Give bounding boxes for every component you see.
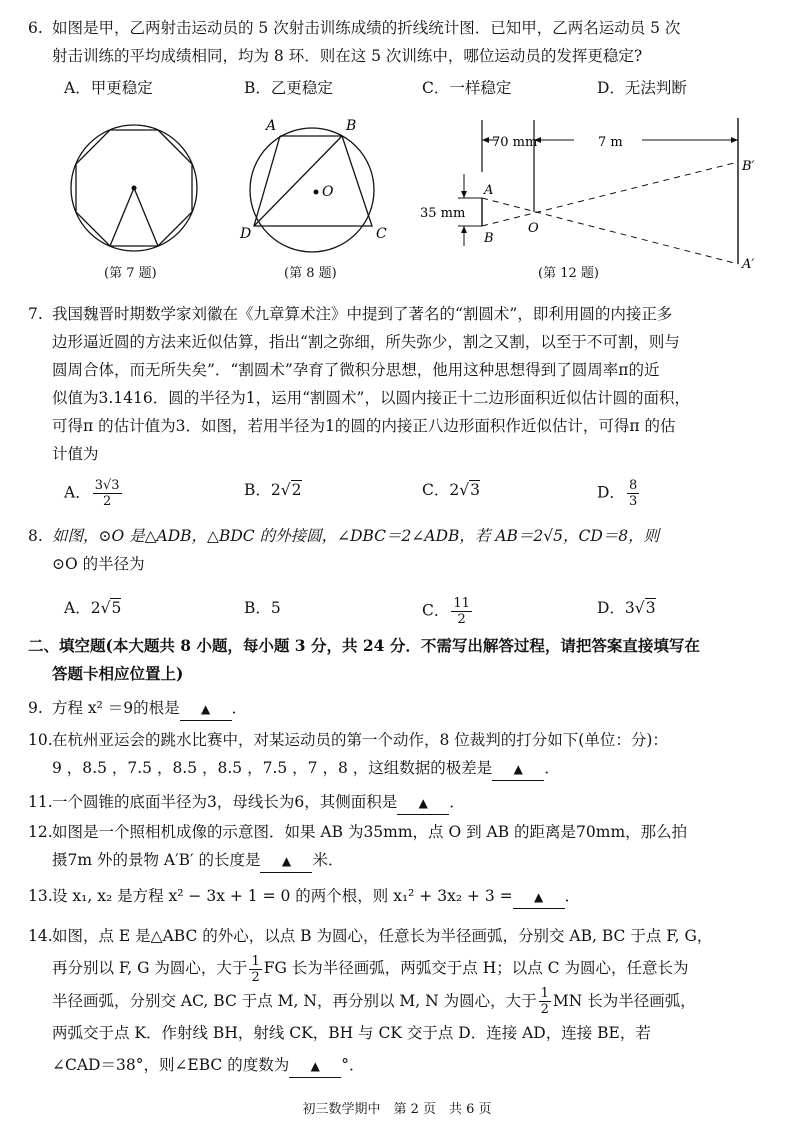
answer-blank[interactable]: ▲ — [397, 791, 449, 815]
option-c: C． $\frac{11}{2}$ — [422, 596, 470, 627]
option-b: B．5 — [244, 599, 281, 617]
page-footer: 初三数学期中 第 2 页 共 6 页 — [302, 1102, 492, 1117]
question-13: 13.设 x₁, x₂ 是方程 x² − 3x + 1 = 0 的两个根，则 x₁² + 3x₂ + 3 = ▲ ． — [28, 882, 776, 910]
question-14: 14.如图，点 E 是△ABC 的外心，以点 B 为圆心，任意长为半径画弧，分别交 AB, BC 于点 F, G， 再分别以 F, G 为圆心，大于 $\frac{1}{2}$ FG 长为半径画弧，两弧交于点 H；以点 C 为圆心，任意长为 半径画弧，分别交 AC, BC 于点 M, N，再分别以 M, N 为圆心，大于 $\frac{1}{2}$ MN 长为半径画弧， 两弧交于点 K．作射线 BH，射线 CK，BH 与 CK 交于点 D．连接 AD，连接 BE，若 ∠CAD＝38°，则∠EBC 的度数为 ▲ °． — [28, 920, 776, 1081]
option-a: A． $\frac{3√3}{2}$ — [64, 478, 120, 509]
section-title: 答题卡相应位置上) — [52, 664, 184, 683]
label-b: B — [346, 118, 357, 134]
question-11: 11.一个圆锥的底面半径为3，母线长为6，其侧面积是 ▲ ． — [28, 788, 776, 816]
figure-7-caption: (第 7 题) — [104, 266, 157, 281]
option-c: C．2√3 — [422, 481, 480, 499]
answer-blank[interactable]: ▲ — [260, 849, 312, 873]
question-text: 方程 x² ＝9的根是 — [52, 699, 180, 717]
label-b: B — [484, 231, 494, 246]
question-text: 在杭州亚运会的跳水比赛中，对某运动员的第一个动作，8 位裁判的打分如下(单位：分)： — [52, 731, 668, 749]
label-c: C — [376, 226, 387, 242]
question-12: 12.如图是一个照相机成像的示意图．如果 AB 为35mm，点 O 到 AB 的距离是70mm，那么拍 摄7m 外的景物 A′B′ 的长度是 ▲ 米． — [28, 818, 776, 874]
label-d: D — [240, 226, 252, 242]
option-b: B．乙更稳定 — [244, 79, 333, 97]
question-6-options — [52, 76, 772, 104]
question-10: 10.在杭州亚运会的跳水比赛中，对某运动员的第一个动作，8 位裁判的打分如下(单位：分)： 9 ，8.5 ，7.5 ，8.5 ，8.5 ，7.5 ，7 ，8 ，这组数据的极差是 ▲ ． — [28, 726, 776, 782]
question-text: 边形逼近圆的方法来近似估算，指出“割之弥细，所失弥少，割之又割，以至于不可割，则与 — [52, 333, 680, 351]
dim-70mm: 70 mm — [492, 135, 538, 150]
question-8-options — [52, 596, 772, 627]
option-b: B．2√2 — [244, 481, 302, 499]
question-text: 如图是甲，乙两射击运动员的 5 次射击训练成绩的折线统计图．已知甲，乙两名运动员 5 次 — [52, 19, 681, 37]
answer-blank[interactable]: ▲ — [492, 757, 544, 781]
label-a: A — [484, 183, 494, 198]
question-6 — [28, 14, 776, 70]
question-number: 9. — [28, 699, 43, 717]
question-text: 一个圆锥的底面半径为3，母线长为6，其侧面积是 — [52, 793, 398, 811]
figure-8-caption: (第 8 题) — [284, 266, 337, 281]
question-text: 似值为3.1416．圆的半径为1，运用“割圆术”，以圆内接正十二边形面积近似估计圆的面积， — [52, 389, 690, 407]
figure-12-caption: (第 12 题) — [538, 266, 599, 281]
question-7-options — [52, 478, 772, 509]
section-header — [28, 632, 768, 688]
dim-35mm: 35 mm — [420, 206, 466, 221]
label-a: A — [266, 118, 277, 134]
question-number: 14. — [28, 927, 53, 945]
question-text: ⊙O 的半径为 — [52, 555, 145, 573]
option-c: C．一样稳定 — [422, 79, 512, 97]
question-text: 如图，⊙O 是△ADB，△BDC 的外接圆，∠DBC＝2∠ADB，若 AB＝2√5，CD＝8，则 — [52, 527, 660, 545]
question-7 — [28, 300, 776, 468]
label-b-prime: B′ — [742, 159, 755, 174]
question-text: 如图是一个照相机成像的示意图．如果 AB 为35mm，点 O 到 AB 的距离是70mm，那么拍 — [52, 823, 688, 841]
question-text: 两弧交于点 K．作射线 BH，射线 CK，BH 与 CK 交于点 D．连接 AD，连接 BE，若 — [52, 1024, 651, 1042]
figure-7-octagon — [62, 118, 212, 268]
question-number: 11. — [28, 793, 53, 811]
label-o: O — [322, 184, 334, 200]
question-text: 我国魏晋时期数学家刘徽在《九章算术注》中提到了著名的“割圆术”，即利用圆的内接正多 — [52, 305, 673, 323]
question-number: 7. — [28, 305, 43, 323]
question-number: 8. — [28, 527, 43, 545]
label-o: O — [528, 221, 539, 236]
question-text: 计值为 — [52, 445, 99, 463]
answer-blank[interactable]: ▲ — [180, 697, 232, 721]
answer-blank[interactable]: ▲ — [513, 885, 565, 909]
option-a: A．2√5 — [64, 599, 122, 617]
option-d: D．无法判断 — [597, 79, 687, 97]
question-number: 12. — [28, 823, 53, 841]
figure-8-circle — [236, 114, 406, 264]
question-number: 10. — [28, 731, 53, 749]
question-text: 圆周合体，而无所失矣”．“割圆术”孕育了微积分思想，他用这种思想得到了圆周率π的近 — [52, 361, 660, 379]
question-text: 可得π 的估计值为3．如图，若用半径为1的圆的内接正八边形面积作近似估计，可得π 的估 — [52, 417, 676, 435]
section-title: 二、填空题(本大题共 8 小题，每小题 3 分，共 24 分．不需写出解答过程，请把答案直接填写在 — [28, 636, 700, 655]
option-a: A．甲更稳定 — [64, 79, 153, 97]
dim-7m: 7 m — [598, 135, 623, 150]
question-number: 6. — [28, 19, 43, 37]
question-text: 射击训练的平均成绩相同，均为 8 环．则在这 5 次训练中，哪位运动员的发挥更稳定? — [52, 47, 643, 65]
option-d: D．3√3 — [597, 599, 656, 617]
label-a-prime: A′ — [742, 257, 755, 272]
figure-12-camera — [416, 114, 776, 274]
answer-blank[interactable]: ▲ — [289, 1054, 341, 1078]
question-number: 13. — [28, 887, 53, 905]
question-text: 设 x₁, x₂ 是方程 x² − 3x + 1 = 0 的两个根，则 x₁² + 3x₂ + 3 = — [52, 887, 513, 905]
question-text: 9 ，8.5 ，7.5 ，8.5 ，8.5 ，7.5 ，7 ，8 ，这组数据的极差是 — [52, 759, 493, 777]
question-text: 摄7m 外的景物 A′B′ 的长度是 — [52, 851, 261, 869]
question-8 — [28, 522, 776, 578]
question-9: 9. 方程 x² ＝9的根是 ▲ ． — [28, 694, 776, 722]
question-text: 如图，点 E 是△ABC 的外心，以点 B 为圆心，任意长为半径画弧，分别交 AB, BC 于点 F, G， — [52, 927, 713, 945]
option-d: D． $\frac{8}{3}$ — [597, 478, 638, 509]
